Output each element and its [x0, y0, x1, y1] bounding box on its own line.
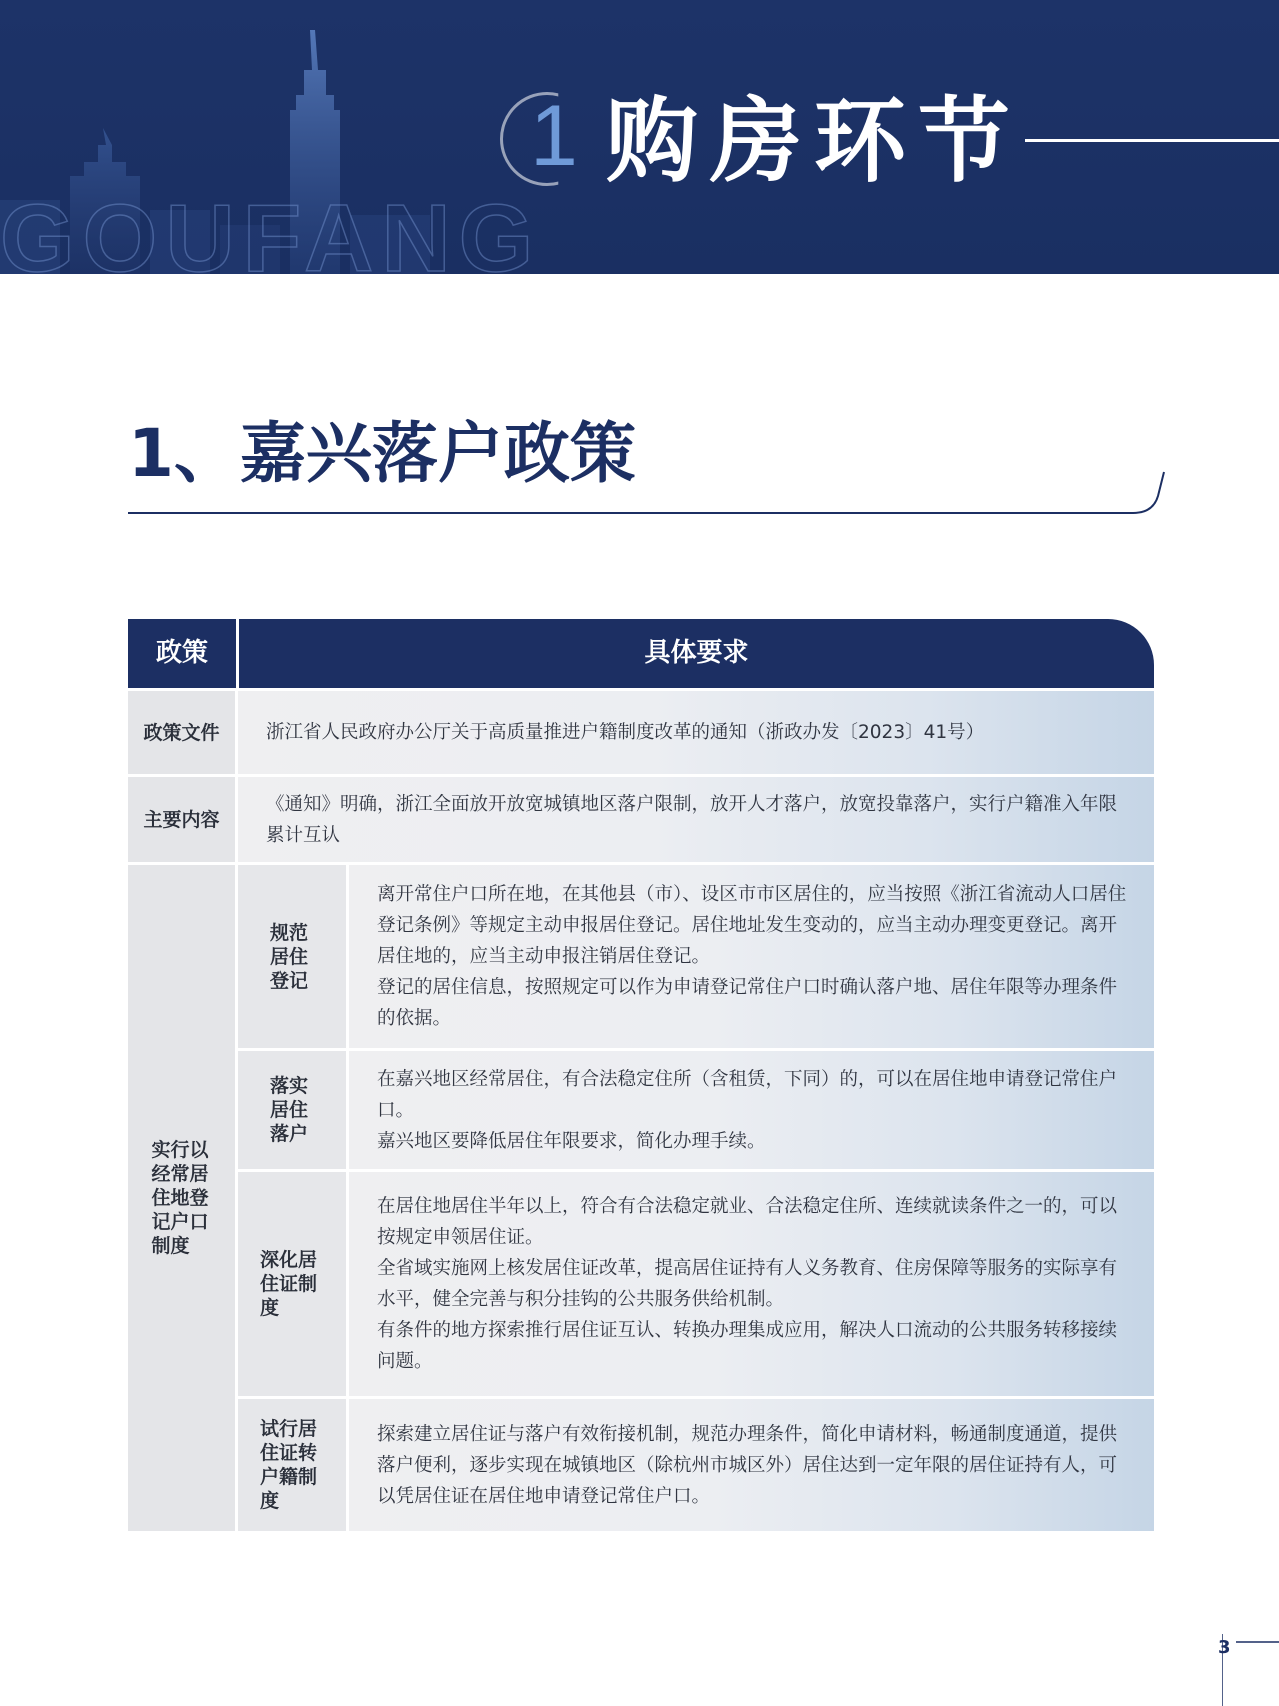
row-label: [128, 691, 235, 774]
sub-content: [349, 865, 1154, 1048]
header-requirements: 具体要求: [644, 638, 749, 668]
content-paragraph: 《通知》明确，浙江全面放开放宽城镇地区落户限制，放开人才落户，放宽投靠落户，实行户籍准入年限累计互认: [266, 793, 1118, 846]
row-label-text: 主要内容: [143, 808, 220, 831]
sub-label: [238, 865, 346, 1048]
content-paragraph: 浙江省人民政府办公厅关于高质量推进户籍制度改革的通知（浙政办发〔2023〕41号）: [266, 722, 985, 743]
group-label-text: 实行以经常居住地登记户口制度: [151, 1139, 209, 1257]
sub-label-text: 落实居住落户: [270, 1075, 309, 1145]
row-content: [238, 777, 1154, 862]
sub-label-text: 规范居住登记: [270, 921, 309, 992]
content-paragraph: 离开常住户口所在地，在其他县（市）、设区市市区居住的，应当按照《浙江省流动人口居住登记条例》等规定主动申报居住登记。居住地址发生变动的，应当主动办理变更登记。离开居住地的，应当主动申报注销居住登记。: [377, 884, 1127, 967]
content-paragraph: 有条件的地方探索推行居住证互认、转换办理集成应用，解决人口流动的公共服务转移接续问题。: [377, 1320, 1118, 1372]
sub-content: [349, 1172, 1154, 1396]
page-number: 3: [1218, 1637, 1231, 1658]
page-corner-mark: [1222, 1634, 1279, 1706]
content-paragraph: 在嘉兴地区经常居住，有合法稳定住所（含租赁，下同）的，可以在居住地申请登记常住户口。: [377, 1068, 1118, 1121]
content-paragraph: 登记的居住信息，按照规定可以作为申请登记常住户口时确认落户地、居住年限等办理条件的依据。: [377, 977, 1118, 1029]
content-paragraph: 嘉兴地区要降低居住年限要求，简化办理手续。: [377, 1130, 766, 1152]
content-paragraph: 在居住地居住半年以上，符合有合法稳定就业、合法稳定住所、连续就读条件之一的，可以按规定申领居住证。: [377, 1196, 1118, 1248]
sub-label: [238, 1051, 346, 1169]
table-header: [128, 619, 1154, 688]
row-label: [128, 777, 235, 862]
banner-divider: [1025, 139, 1279, 142]
content-paragraph: 全省域实施网上核发居住证改革，提高居住证持有人义务教育、住房保障等服务的实际享有水平，健全完善与积分挂钩的公共服务供给机制。: [377, 1258, 1118, 1310]
sub-label: [238, 1172, 346, 1396]
sub-content: [349, 1051, 1154, 1169]
row-label-text: 政策文件: [143, 721, 220, 744]
content-paragraph: 探索建立居住证与落户有效衔接机制，规范办理条件，简化申请材料，畅通制度通道，提供落户便利，逐步实现在城镇地区（除杭州市城区外）居住达到一定年限的居住证持有人，可以凭居住证在居住地申请登记常住户口。: [377, 1423, 1118, 1507]
banner-watermark: GOUFANG: [0, 185, 542, 274]
banner-title: 购房环节: [606, 88, 1023, 195]
sub-label-text: 深化居住证制度: [260, 1249, 318, 1319]
section-number: 1: [530, 88, 578, 184]
row-content: [238, 691, 1154, 774]
section-underline: [128, 468, 1168, 516]
group-label: [128, 865, 235, 1531]
sub-label: [238, 1399, 346, 1531]
header-banner: [0, 0, 1279, 274]
section-title: 1、嘉兴落户政策: [128, 415, 636, 492]
sub-label-text: 试行居住证转户籍制度: [260, 1418, 318, 1512]
header-policy: 政策: [155, 638, 208, 668]
sub-content: [349, 1399, 1154, 1531]
